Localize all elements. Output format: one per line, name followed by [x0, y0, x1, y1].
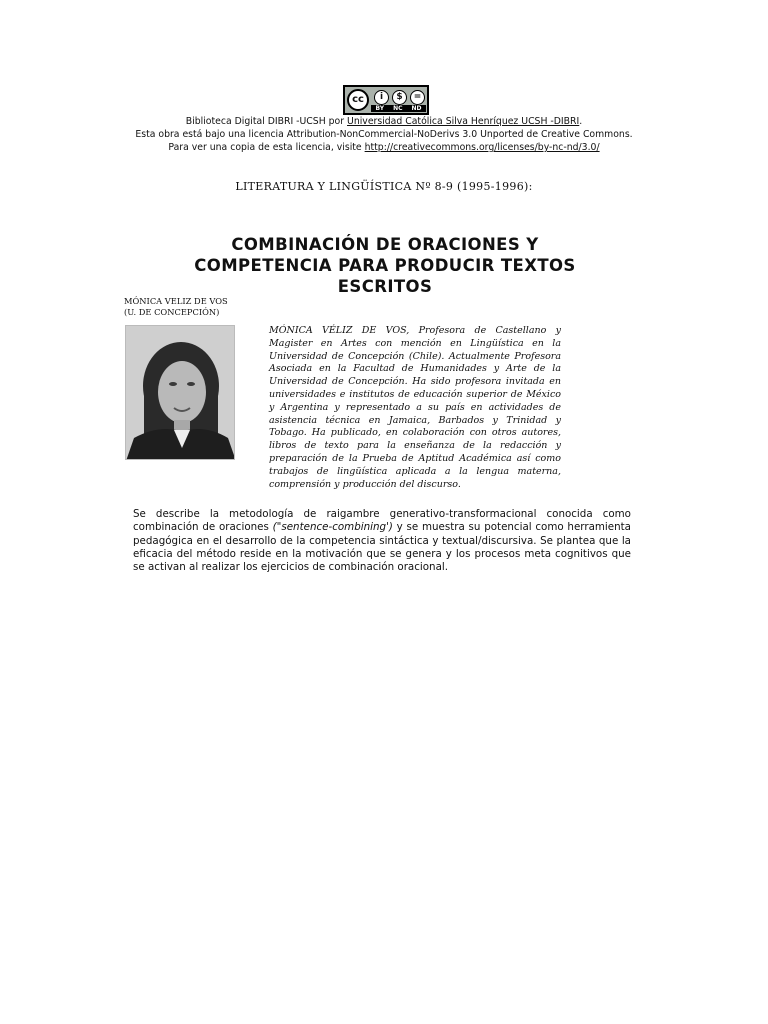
attribution-icon: i — [374, 90, 389, 105]
bio-author-name: MÓNICA VÉLIZ DE VOS — [269, 325, 407, 336]
license-copy-text: Para ver una copia de esta licencia, visite — [168, 142, 365, 153]
license-line-1 — [0, 115, 768, 129]
abstract — [133, 508, 631, 574]
noderivs-icon: = — [410, 90, 425, 105]
cc-logo-icon: cc — [347, 89, 369, 111]
license-url-link[interactable]: http://creativecommons.org/licenses/by-nc-nd/3.0/ — [364, 142, 600, 153]
journal-reference: LITERATURA Y LINGÜÍSTICA Nº 8-9 (1995-1996): — [235, 180, 533, 193]
article-title — [120, 234, 650, 297]
author-bio — [269, 325, 561, 491]
abstract-term: ("sentence-combining') — [272, 521, 393, 534]
license-line-2: Esta obra está bajo una licencia Attribution-NonCommercial-NoDerivs 3.0 Unported de Creative Commons. — [135, 129, 633, 140]
abstract-text: Se describe la metodología de raigambre generativo-transformacional conocida como combinación de oraciones — [133, 508, 631, 534]
author-byline — [124, 296, 228, 318]
cc-terms-strip — [371, 105, 426, 112]
title-line: COMBINACIÓN DE ORACIONES Y — [231, 235, 539, 254]
nc-label: NC — [393, 105, 403, 112]
by-label: BY — [375, 105, 385, 112]
abstract-text-cont: y se muestra su potencial como herramienta pedagógica en el desarrollo de la competencia sintáctica y textual/discursiva. Se plantea que la eficacia del método reside en la motivación que se genera y los procesos meta cognitivos que se activan al realizar los ejercicios de combinación oracional. — [133, 521, 631, 574]
noncommercial-icon: $ — [392, 90, 407, 105]
portrait-image — [126, 326, 235, 460]
title-line: COMPETENCIA PARA PRODUCIR TEXTOS — [194, 256, 576, 275]
library-credit: Biblioteca Digital DIBRI -UCSH por — [185, 116, 348, 127]
author-affiliation: (U. DE CONCEPCIÓN) — [124, 307, 220, 317]
license-line-1-end: . — [579, 116, 583, 127]
cc-license-badge — [343, 85, 429, 115]
title-line: ESCRITOS — [337, 277, 433, 296]
university-link[interactable]: Universidad Católica Silva Henríquez UCSH -DIBRI — [347, 116, 580, 127]
author-photo — [125, 325, 235, 460]
author-name: MÓNICA VELIZ DE VOS — [124, 296, 228, 306]
license-line-3 — [0, 141, 768, 155]
nd-label: ND — [411, 105, 422, 112]
bio-text: , Profesora de Castellano y Magister en Artes con mención en Lingüística en la Universidad de Concepción (Chile). Actualmente Profesora Asociada en la Facultad de Humanidades y Arte de la Universidad de Concepción. Ha sido profesora invitada en universidades e institutos de educación superior de México y Argentina y representado a su país en actividades de asistencia técnica en Jamaica, Barbados y Trinidad y Tobago. Ha publicado, en colaboración con otros autores, libros de texto para la enseñanza de la redacción y preparación de la Prueba de Aptitud Académica así como trabajos de lingüística aplicada a la lengua materna, comprensión y producción del discurso. — [269, 325, 561, 490]
